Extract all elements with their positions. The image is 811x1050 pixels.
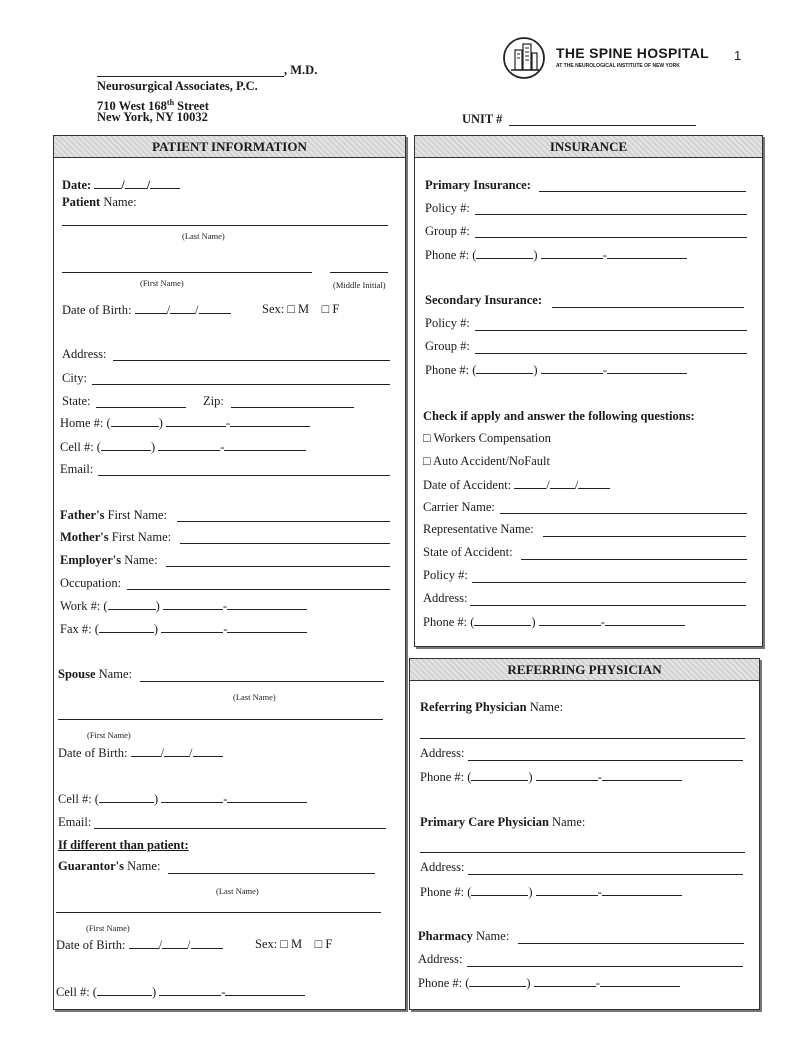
guarantor-first-caption: (First Name)	[86, 923, 130, 933]
guarantor-dob-day-field[interactable]	[162, 937, 187, 949]
pcp-phone-area-field[interactable]	[471, 884, 528, 896]
father-label: Father's First Name:	[60, 508, 167, 522]
guarantor-last-caption: (Last Name)	[216, 886, 259, 896]
dob-day-field[interactable]	[170, 302, 195, 314]
secondary-phone-number-field[interactable]	[607, 362, 687, 374]
pcp-phone-number-field[interactable]	[602, 884, 682, 896]
representative-field[interactable]	[543, 536, 746, 537]
fax-prefix-field[interactable]	[161, 621, 223, 633]
group2-label: Group #:	[425, 339, 470, 353]
accident-month-field[interactable]	[514, 477, 546, 489]
group-label: Group #:	[425, 224, 470, 238]
pcp-name-label: Primary Care Physician Name:	[420, 815, 586, 829]
zip-label: Zip:	[203, 394, 224, 408]
fax-row: Fax #: ( ) -	[60, 621, 307, 637]
dob-year-field[interactable]	[199, 302, 231, 314]
cell-prefix-field[interactable]	[158, 439, 220, 451]
referring-phone-number-field[interactable]	[602, 769, 682, 781]
accident-day-field[interactable]	[550, 477, 575, 489]
group2-field[interactable]	[475, 353, 747, 354]
pharmacy-address-field[interactable]	[467, 966, 743, 967]
email-label: Email:	[60, 462, 94, 476]
state-of-accident-field[interactable]	[521, 559, 747, 560]
accident-phone-number-field[interactable]	[605, 614, 685, 626]
spouse-dob-row: Date of Birth: / /	[58, 745, 223, 761]
page-number: 1	[734, 48, 742, 63]
date-day-field[interactable]	[125, 177, 147, 189]
referring-phone-prefix-field[interactable]	[536, 769, 598, 781]
primary-insurance-label: Primary Insurance:	[425, 178, 531, 192]
carrier-field[interactable]	[500, 513, 747, 514]
spouse-label: Spouse Name:	[58, 667, 132, 681]
referring-physician-header: REFERRING PHYSICIAN	[410, 659, 759, 681]
insurance-header: INSURANCE	[415, 136, 762, 158]
if-different-heading: If different than patient:	[58, 838, 189, 852]
sex-row: Sex: □ M □ F	[262, 302, 340, 316]
patient-name-label: Patient Name:	[62, 195, 137, 209]
practice-address-line1: 710 West 168th Street	[97, 98, 209, 114]
fax-area-field[interactable]	[99, 621, 154, 633]
workers-comp-checkbox[interactable]: □	[423, 431, 431, 445]
work-phone-row: Work #: ( ) -	[60, 598, 307, 614]
secondary-phone-prefix-field[interactable]	[541, 362, 603, 374]
sex-f-checkbox[interactable]: □	[321, 302, 330, 316]
employer-name-field[interactable]	[166, 566, 390, 567]
guarantor-first-name-field[interactable]	[56, 912, 381, 913]
hospital-logo	[502, 36, 712, 80]
guarantor-dob-row: Date of Birth: / /	[56, 937, 223, 953]
pharmacy-name-field[interactable]	[518, 943, 744, 944]
city-field[interactable]	[92, 384, 390, 385]
spouse-last-name-field[interactable]	[140, 681, 384, 682]
spouse-dob-month-field[interactable]	[131, 745, 161, 757]
primary-phone-prefix-field[interactable]	[541, 247, 603, 259]
policy-field[interactable]	[475, 214, 747, 215]
pcp-name-field[interactable]	[420, 852, 745, 853]
secondary-insurance-field[interactable]	[552, 307, 744, 308]
home-area-field[interactable]	[111, 415, 159, 427]
work-number-field[interactable]	[227, 598, 307, 610]
guarantor-dob-year-field[interactable]	[191, 937, 223, 949]
pcp-address-field[interactable]	[468, 874, 743, 875]
date-month-field[interactable]	[94, 177, 121, 189]
pcp-phone-prefix-field[interactable]	[536, 884, 598, 896]
middle-initial-caption: (Middle Initial)	[333, 280, 386, 290]
policy2-field[interactable]	[475, 330, 747, 331]
spouse-dob-day-field[interactable]	[164, 745, 189, 757]
city-label: City:	[62, 371, 88, 385]
sex-m-checkbox[interactable]: □	[287, 302, 295, 316]
accident-phone-prefix-field[interactable]	[539, 614, 601, 626]
address-label: Address:	[62, 347, 107, 361]
guarantor-sex-m-checkbox[interactable]: □	[280, 937, 288, 951]
logo-title: THE SPINE HOSPITAL	[556, 45, 709, 61]
md-suffix: , M.D.	[284, 63, 318, 77]
dob-row: Date of Birth: / /	[62, 302, 231, 318]
guarantor-last-name-field[interactable]	[168, 873, 375, 874]
employer-label: Employer's Name:	[60, 553, 158, 567]
occupation-field[interactable]	[127, 589, 390, 590]
unit-label: UNIT #	[462, 112, 503, 126]
secondary-phone-area-field[interactable]	[476, 362, 533, 374]
spouse-cell-row: Cell #: ( ) -	[58, 791, 307, 807]
email-field[interactable]	[98, 475, 390, 476]
primary-phone-area-field[interactable]	[476, 247, 533, 259]
policy-label: Policy #:	[425, 201, 470, 215]
representative-label: Representative Name:	[423, 522, 534, 536]
guarantor-cell-prefix-field[interactable]	[159, 984, 221, 996]
cell-number-field[interactable]	[224, 439, 306, 451]
work-area-field[interactable]	[108, 598, 156, 610]
state-of-accident-label: State of Accident:	[423, 545, 513, 559]
policy2-label: Policy #:	[425, 316, 470, 330]
guarantor-sex-f-checkbox[interactable]: □	[314, 937, 323, 951]
father-name-field[interactable]	[177, 521, 390, 522]
guarantor-label: Guarantor's Name:	[58, 859, 161, 873]
referring-name-field[interactable]	[420, 738, 745, 739]
pharmacy-phone-prefix-field[interactable]	[534, 975, 596, 987]
guarantor-cell-number-field[interactable]	[225, 984, 305, 996]
policy3-label: Policy #:	[423, 568, 468, 582]
patient-first-name-field[interactable]	[62, 272, 312, 273]
secondary-phone-row: Phone #: ( ) -	[425, 362, 687, 378]
insurance-address-label: Address:	[423, 591, 468, 605]
group-field[interactable]	[475, 237, 747, 238]
date-year-field[interactable]	[150, 177, 180, 189]
pcp-address-label: Address:	[420, 860, 465, 874]
pharmacy-phone-number-field[interactable]	[600, 975, 680, 987]
primary-insurance-field[interactable]	[539, 191, 746, 192]
practice-name: Neurosurgical Associates, P.C.	[97, 79, 258, 93]
patient-information-header: PATIENT INFORMATION	[54, 136, 405, 158]
guarantor-sex-row: Sex: □ M □ F	[255, 937, 333, 951]
referring-address-label: Address:	[420, 746, 465, 760]
check-heading: Check if apply and answer the following questions:	[423, 409, 695, 423]
carrier-label: Carrier Name:	[423, 500, 495, 514]
last-name-caption: (Last Name)	[182, 231, 225, 241]
pharmacy-phone-area-field[interactable]	[469, 975, 526, 987]
spouse-email-label: Email:	[58, 815, 92, 829]
first-name-caption: (First Name)	[140, 278, 184, 288]
practice-address-line2: New York, NY 10032	[97, 110, 208, 124]
spouse-cell-prefix-field[interactable]	[161, 791, 223, 803]
workers-comp-option: □ Workers Compensation	[423, 431, 551, 445]
dob-month-field[interactable]	[135, 302, 167, 314]
secondary-insurance-label: Secondary Insurance:	[425, 293, 543, 307]
patient-middle-initial-field[interactable]	[330, 272, 388, 273]
primary-phone-row: Phone #: ( ) -	[425, 247, 687, 263]
home-phone-row: Home #: ( ) -	[60, 415, 310, 431]
date-of-accident-row: Date of Accident: / /	[423, 477, 610, 493]
hospital-emblem-icon	[502, 36, 546, 80]
accident-phone-area-field[interactable]	[474, 614, 531, 626]
cell-phone-row: Cell #: ( ) -	[60, 439, 306, 455]
state-field[interactable]	[96, 407, 186, 408]
occupation-label: Occupation:	[60, 576, 122, 590]
guarantor-cell-row: Cell #: ( ) -	[56, 984, 305, 1000]
address-field[interactable]	[113, 360, 390, 361]
home-prefix-field[interactable]	[166, 415, 226, 427]
spouse-last-caption: (Last Name)	[233, 692, 276, 702]
insurance-address-field[interactable]	[470, 605, 746, 606]
pharmacy-phone-row: Phone #: ( ) -	[418, 975, 680, 991]
auto-accident-checkbox[interactable]: □	[423, 454, 431, 468]
state-label: State:	[62, 394, 91, 408]
spouse-cell-number-field[interactable]	[227, 791, 307, 803]
referring-address-field[interactable]	[468, 760, 743, 761]
unit-field[interactable]	[509, 125, 696, 126]
spouse-cell-area-field[interactable]	[99, 791, 154, 803]
logo-subtitle: AT THE NEUROLOGICAL INSTITUTE OF NEW YORK	[556, 63, 680, 69]
date-label: Date: / /	[62, 177, 180, 193]
referring-phone-row: Phone #: ( ) -	[420, 769, 682, 785]
spouse-dob-year-field[interactable]	[193, 745, 223, 757]
spouse-first-caption: (First Name)	[87, 730, 131, 740]
policy3-field[interactable]	[472, 582, 746, 583]
work-prefix-field[interactable]	[163, 598, 223, 610]
guarantor-cell-area-field[interactable]	[97, 984, 152, 996]
referring-phone-area-field[interactable]	[471, 769, 528, 781]
accident-phone-row: Phone #: ( ) -	[423, 614, 685, 630]
pharmacy-address-label: Address:	[418, 952, 463, 966]
auto-accident-option: □ Auto Accident/NoFault	[423, 454, 550, 468]
patient-information-panel	[53, 135, 406, 1010]
zip-field[interactable]	[231, 407, 354, 408]
cell-area-field[interactable]	[101, 439, 151, 451]
pcp-phone-row: Phone #: ( ) -	[420, 884, 682, 900]
referring-name-label: Referring Physician Name:	[420, 700, 564, 714]
mother-label: Mother's First Name:	[60, 530, 172, 544]
physician-name-line[interactable]	[97, 76, 284, 77]
patient-last-name-field[interactable]	[62, 225, 388, 226]
primary-phone-number-field[interactable]	[607, 247, 687, 259]
home-number-field[interactable]	[230, 415, 310, 427]
pharmacy-name-label: Pharmacy Name:	[418, 929, 510, 943]
accident-year-field[interactable]	[578, 477, 610, 489]
fax-number-field[interactable]	[227, 621, 307, 633]
spouse-first-name-field[interactable]	[58, 719, 383, 720]
mother-name-field[interactable]	[180, 543, 390, 544]
spouse-email-field[interactable]	[94, 828, 386, 829]
guarantor-dob-month-field[interactable]	[129, 937, 159, 949]
